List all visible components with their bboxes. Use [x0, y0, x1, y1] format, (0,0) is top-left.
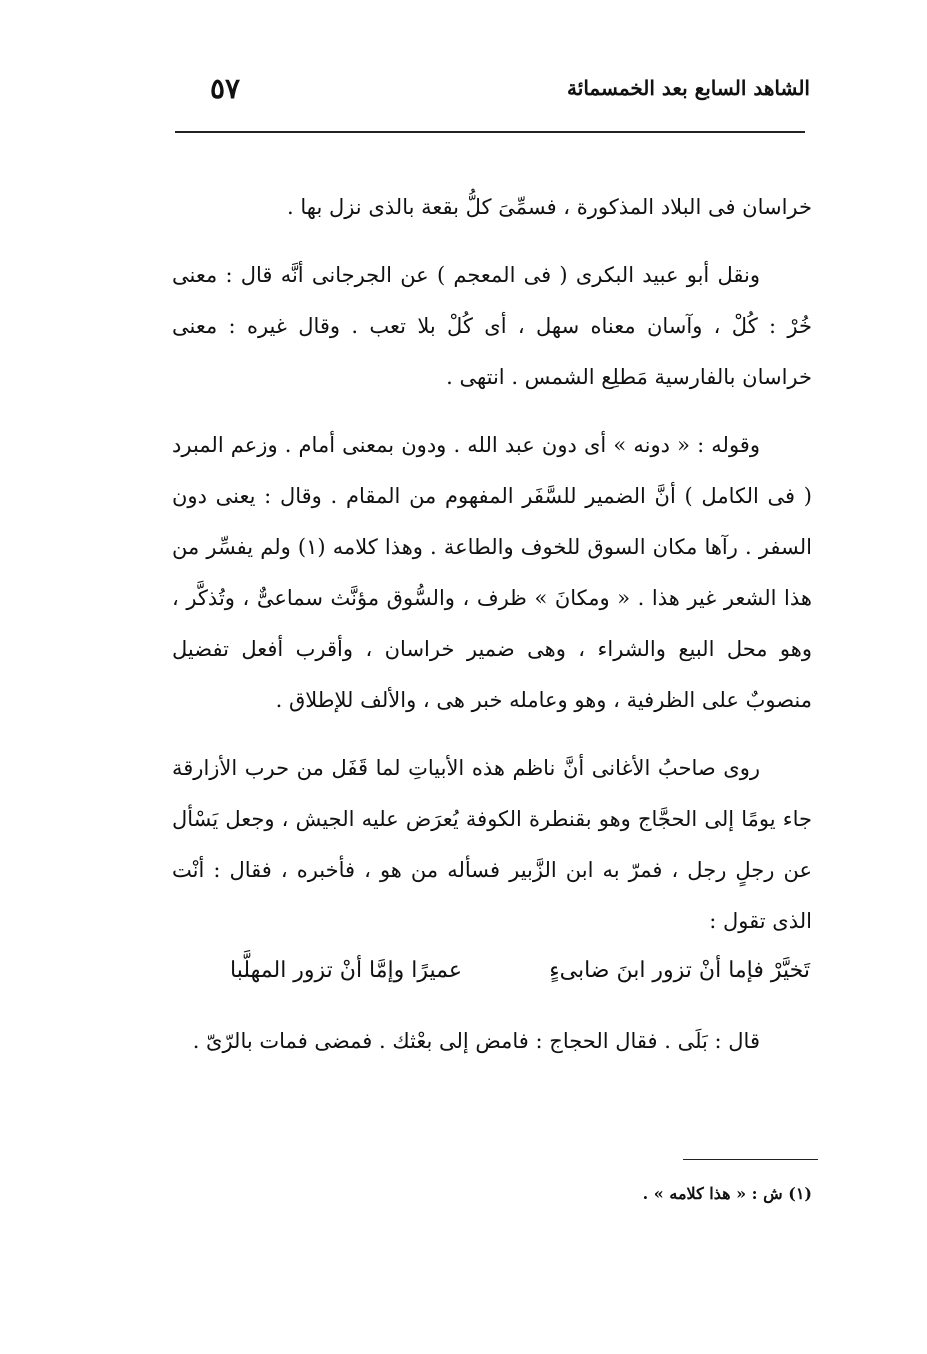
paragraph-5: قال : بَلَى . فقال الحجاج : فامض إلى بعْثك . فمضى فمات بالرّىّ . [192, 1029, 760, 1053]
body-text [172, 182, 812, 964]
verse-second-hemistich: عميرًا وإمَّا أنْ تزور المهلَّبا [230, 958, 463, 983]
footnote-divider [683, 1159, 818, 1160]
paragraph-1: خراسان فى البلاد المذكورة ، فسمِّىَ كلُّ بقعة بالذى نزل بها . [287, 195, 812, 219]
paragraph-2: ونقل أبو عبيد البكرى ( فى المعجم ) عن الجرجانى أنَّه قال : معنى خُرْ : كُلْ ، وآسان معناه سهل ، أى كُلْ بلا تعب . وقال غيره : معنى خراسان بالفارسية مَطلِع الشمس . انتهى . [172, 263, 812, 389]
paragraph-4: روى صاحبُ الأغانى أنَّ ناظم هذه الأبياتِ لما قَفَل من حرب الأزارقة جاء يومًا إلى الحجَّاج وهو بقنطرة الكوفة يُعرَض عليه الجيش ، وجعل يَسْأل عن رجلٍ رجل ، فمرّ به ابن الزَّبير فسأله من هو ، فأخبره ، فقال : أنْت الذى تقول : [172, 756, 812, 933]
footnote: (١) ش : « هذا كلامه » . [642, 1184, 812, 1203]
page-header [180, 72, 810, 112]
page-number: ٥٧ [210, 72, 241, 105]
verse-first-hemistich: تَخيَّرْ فإما أنْ تزور ابنَ ضابىءٍ [549, 958, 810, 983]
closing-text [172, 1016, 812, 1067]
paragraph-3: وقوله : « دونه » أى دون عبد الله . ودون بمعنى أمام . وزعم المبرد ( فى الكامل ) أنَّ الضمير للسَّفَر المفهوم من المقام . وقال : يعنى دون السفر . رآها مكان السوق للخوف والطاعة . وهذا كلامه (١) ولم يفسِّر من هذا الشعر غير هذا . « ومكانَ » ظرف ، والسُّوق مؤنَّث سماعىٌّ ، وتُذكَّر ، وهو محل البيع والشراء ، وهى ضمير خراسان ، وأقرب أفعل تفضيل منصوبٌ على الظرفية ، وهو وعامله خبر هى ، والألف للإطلاق . [172, 433, 813, 712]
header-divider [175, 131, 805, 133]
poetry-verse [230, 952, 810, 1002]
running-title: الشاهد السابع بعد الخمسمائة [567, 76, 810, 100]
